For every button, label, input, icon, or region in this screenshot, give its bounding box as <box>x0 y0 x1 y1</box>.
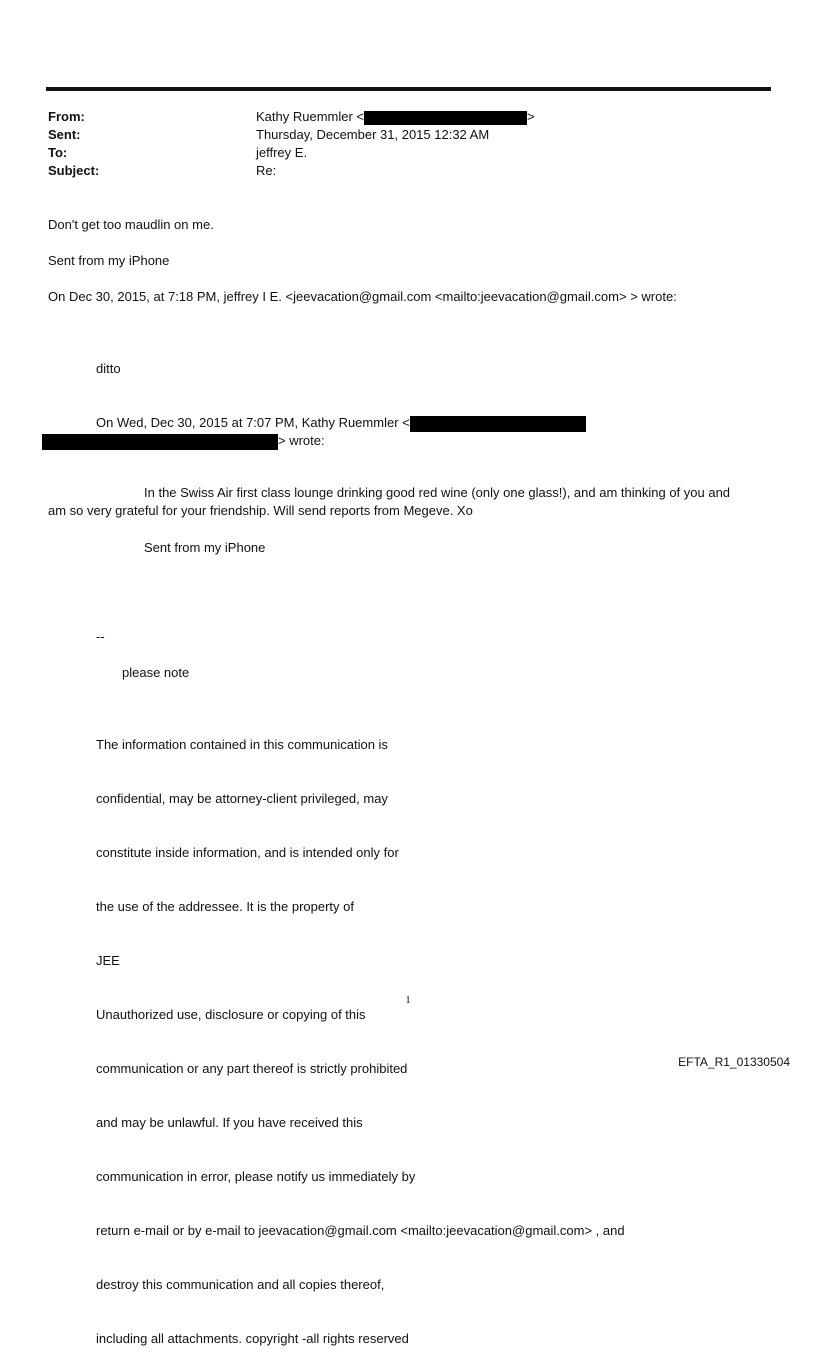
disclaimer-line: communication in error, please notify us immediately by <box>96 1169 416 1184</box>
quote2-intro-text: On Wed, Dec 30, 2015 at 7:07 PM, Kathy Ruemmler < <box>96 415 410 430</box>
quote2-line2 <box>42 432 325 450</box>
disclaimer-line: return e-mail or by e-mail to jeevacation@gmail.com <mailto:jeevacation@gmail.com> , and <box>96 1223 625 1238</box>
redaction-box <box>42 434 278 450</box>
redaction-box <box>364 111 527 125</box>
body-line-1: Don't get too maudlin on me. <box>48 217 214 232</box>
quote2-intro <box>96 414 586 432</box>
disclaimer-line: constitute inside information, and is intended only for <box>96 845 399 860</box>
from-value <box>256 108 535 126</box>
disclaimer-line: and may be unlawful. If you have received this <box>96 1115 363 1130</box>
to-row <box>48 144 748 162</box>
from-label: From: <box>48 109 85 124</box>
to-value: jeffrey E. <box>256 145 308 160</box>
sent-value: Thursday, December 31, 2015 12:32 AM <box>256 127 490 142</box>
from-name: Kathy Ruemmler < <box>256 109 365 124</box>
disclaimer-line: confidential, may be attorney-client privileged, may <box>96 791 388 806</box>
disclaimer-line: the use of the addressee. It is the property of <box>96 899 354 914</box>
disclaimer-line: The information contained in this communication is <box>96 737 388 752</box>
disclaimer-line: destroy this communication and all copies thereof, <box>96 1277 385 1292</box>
message-line-1 <box>48 484 768 502</box>
bates-number: EFTA_R1_01330504 <box>678 1055 790 1069</box>
from-close: > <box>527 109 535 124</box>
quote2-end: > wrote: <box>278 433 325 448</box>
subject-label: Subject: <box>48 163 100 178</box>
disclaimer-line: including all attachments. copyright -all rights reserved <box>96 1331 409 1346</box>
disclaimer-line: JEE <box>96 953 120 968</box>
email-header <box>48 108 748 180</box>
message-paragraph <box>48 484 768 520</box>
disclaimer-line: communication or any part thereof is strictly prohibited <box>96 1061 408 1076</box>
disclaimer-line: Unauthorized use, disclosure or copying of this <box>96 1007 366 1022</box>
note-heading: please note <box>122 665 190 680</box>
separator: -- <box>96 629 105 644</box>
page-number: 1 <box>405 994 411 1006</box>
disclaimer <box>96 700 625 1366</box>
subject-row <box>48 162 748 180</box>
message-line-2: am so very grateful for your friendship. Will send reports from Megeve. Xo <box>48 503 473 518</box>
reply-ditto: ditto <box>96 361 121 376</box>
quote-intro: On Dec 30, 2015, at 7:18 PM, jeffrey I E. <jeevacation@gmail.com <mailto:jeevacation@gmail.com> > wrote: <box>48 289 677 304</box>
message-text-1: In the Swiss Air first class lounge drinking good red wine (only one glass!), and am thinking of you and <box>144 485 731 500</box>
header-rule <box>46 87 771 91</box>
from-row <box>48 108 748 126</box>
subject-value: Re: <box>256 163 277 178</box>
sent-row <box>48 126 748 144</box>
body-signature: Sent from my iPhone <box>48 253 170 268</box>
to-label: To: <box>48 145 68 160</box>
message-signature: Sent from my iPhone <box>144 540 266 555</box>
redaction-box <box>410 416 586 432</box>
sent-label: Sent: <box>48 127 81 142</box>
